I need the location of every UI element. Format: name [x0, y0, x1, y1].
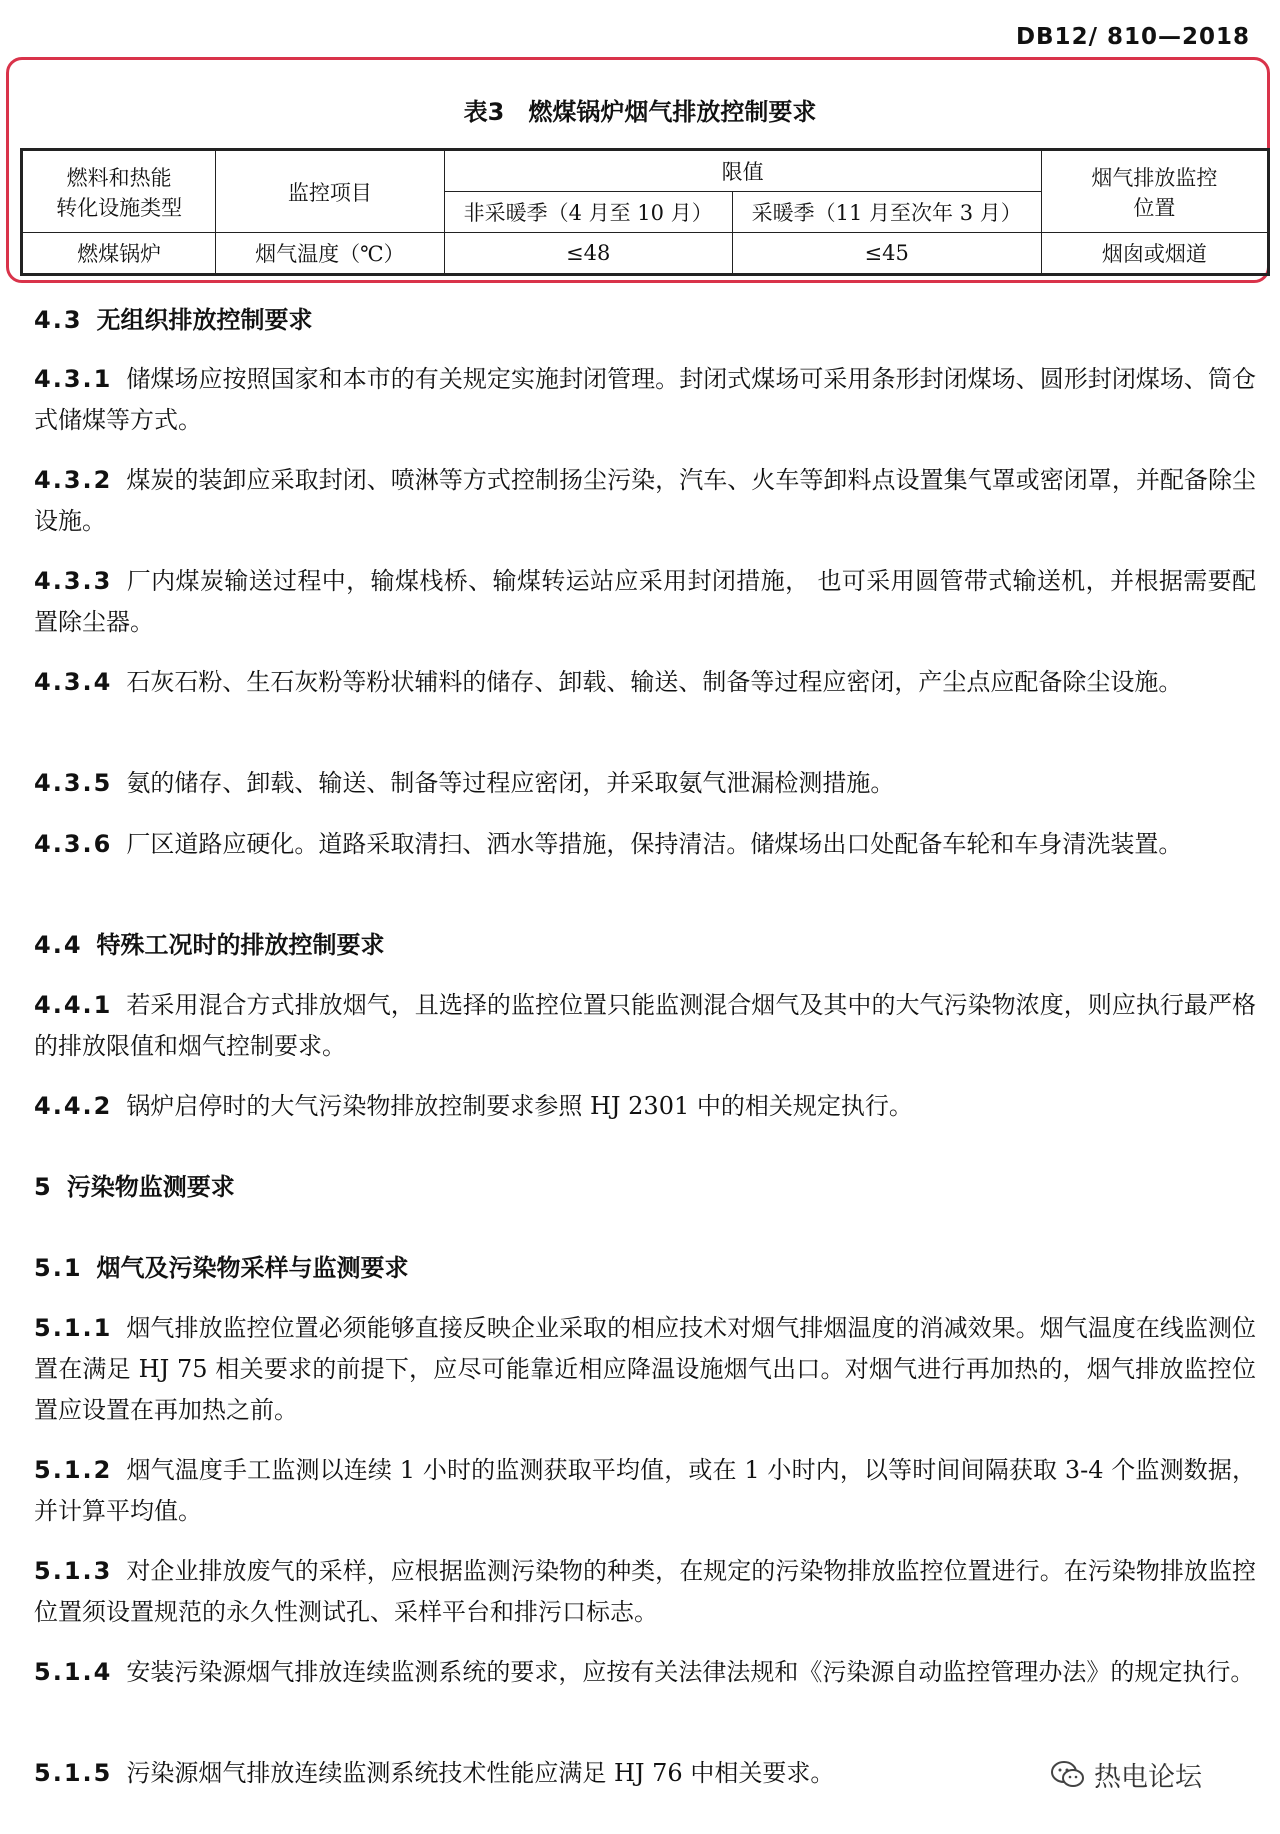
- section-heading: 5.1 烟气及污染物采样与监测要求: [34, 1254, 409, 1282]
- cell-monitor-item: 烟气温度（℃）: [216, 233, 444, 275]
- paragraph: 5.1.5 污染源烟气排放连续监测系统技术性能应满足 HJ 76 中相关要求。: [34, 1759, 835, 1787]
- wechat-icon: [1050, 1760, 1086, 1790]
- section-heading: 4.4 特殊工况时的排放控制要求: [34, 931, 385, 959]
- paragraph: 4.4.2 锅炉启停时的大气污染物排放控制要求参照 HJ 2301 中的相关规定执行。: [34, 1092, 913, 1120]
- header-position-line2: 位置: [1133, 195, 1176, 220]
- paragraph: 4.3.6 厂区道路应硬化。道路采取清扫、洒水等措施，保持清洁。储煤场出口处配备车轮和车身清洗装置。: [34, 830, 1183, 858]
- watermark: [1050, 1755, 1202, 1794]
- paragraph: 4.3.3 厂内煤炭输送过程中，输煤栈桥、输煤转运站应采用封闭措施， 也可采用圆管带式输送机，并根据需要配置除尘器。: [34, 567, 1256, 636]
- paragraph: 4.3.2 煤炭的装卸应采取封闭、喷淋等方式控制扬尘污染，汽车、火车等卸料点设置集气罩或密闭罩，并配备除尘设施。: [34, 466, 1256, 535]
- header-non-heating-season: 非采暖季（4 月至 10 月）: [444, 192, 732, 233]
- header-heating-season: 采暖季（11 月至次年 3 月）: [732, 192, 1041, 233]
- paragraph: 4.3.1 储煤场应按照国家和本市的有关规定实施封闭管理。封闭式煤场可采用条形封闭煤场、圆形封闭煤场、筒仓式储煤等方式。: [34, 365, 1256, 434]
- paragraph: 4.3.5 氨的储存、卸载、输送、制备等过程应密闭，并采取氨气泄漏检测措施。: [34, 769, 895, 797]
- watermark-text: 热电论坛: [1094, 1762, 1202, 1793]
- paragraph: 5.1.3 对企业排放废气的采样，应根据监测污染物的种类，在规定的污染物排放监控位置进行。在污染物排放监控位置须设置规范的永久性测试孔、采样平台和排污口标志。: [34, 1557, 1256, 1626]
- paragraph: 4.4.1 若采用混合方式排放烟气，且选择的监控位置只能监测混合烟气及其中的大气污染物浓度，则应执行最严格的排放限值和烟气控制要求。: [34, 991, 1256, 1060]
- paragraph: 5.1.4 安装污染源烟气排放连续监测系统的要求，应按有关法律法规和《污染源自动监控管理办法》的规定执行。: [34, 1658, 1255, 1686]
- standard-code: DB12/ 810—2018: [1015, 24, 1250, 50]
- header-position-line1: 烟气排放监控: [1091, 165, 1218, 190]
- header-facility-type: [22, 150, 216, 233]
- table-title: 表3 燃煤锅炉烟气排放控制要求: [463, 98, 817, 126]
- header-monitor-item: 监控项目: [216, 150, 444, 233]
- cell-monitor-position: 烟囱或烟道: [1041, 233, 1268, 275]
- paragraph: 5.1.2 烟气温度手工监测以连续 1 小时的监测获取平均值，或在 1 小时内，以等时间间隔获取 3-4 个监测数据，并计算平均值。: [34, 1456, 1256, 1525]
- header-facility-type-line1: 燃料和热能: [66, 165, 172, 190]
- header-facility-type-line2: 转化设施类型: [56, 195, 183, 220]
- paragraph: 5.1.1 烟气排放监控位置必须能够直接反映企业采取的相应技术对烟气排烟温度的消减效果。烟气温度在线监测位置在满足 HJ 75 相关要求的前提下，应尽可能靠近相应降温设施烟气出口。对烟气进行再加热的，烟气排放监控位置应设置在再加热之前。: [34, 1314, 1256, 1424]
- table-row: [22, 233, 1269, 275]
- header-monitor-position: [1041, 150, 1268, 233]
- cell-facility-type: 燃煤锅炉: [22, 233, 216, 275]
- cell-non-heating-limit: ≤48: [444, 233, 732, 275]
- header-limit: 限值: [444, 150, 1041, 192]
- section-heading: 4.3 无组织排放控制要求: [34, 306, 313, 334]
- emission-limits-table: [20, 148, 1270, 276]
- cell-heating-limit: ≤45: [732, 233, 1041, 275]
- section-heading: 5 污染物监测要求: [34, 1173, 235, 1201]
- paragraph: 4.3.4 石灰石粉、生石灰粉等粉状辅料的储存、卸载、输送、制备等过程应密闭，产尘点应配备除尘设施。: [34, 668, 1183, 696]
